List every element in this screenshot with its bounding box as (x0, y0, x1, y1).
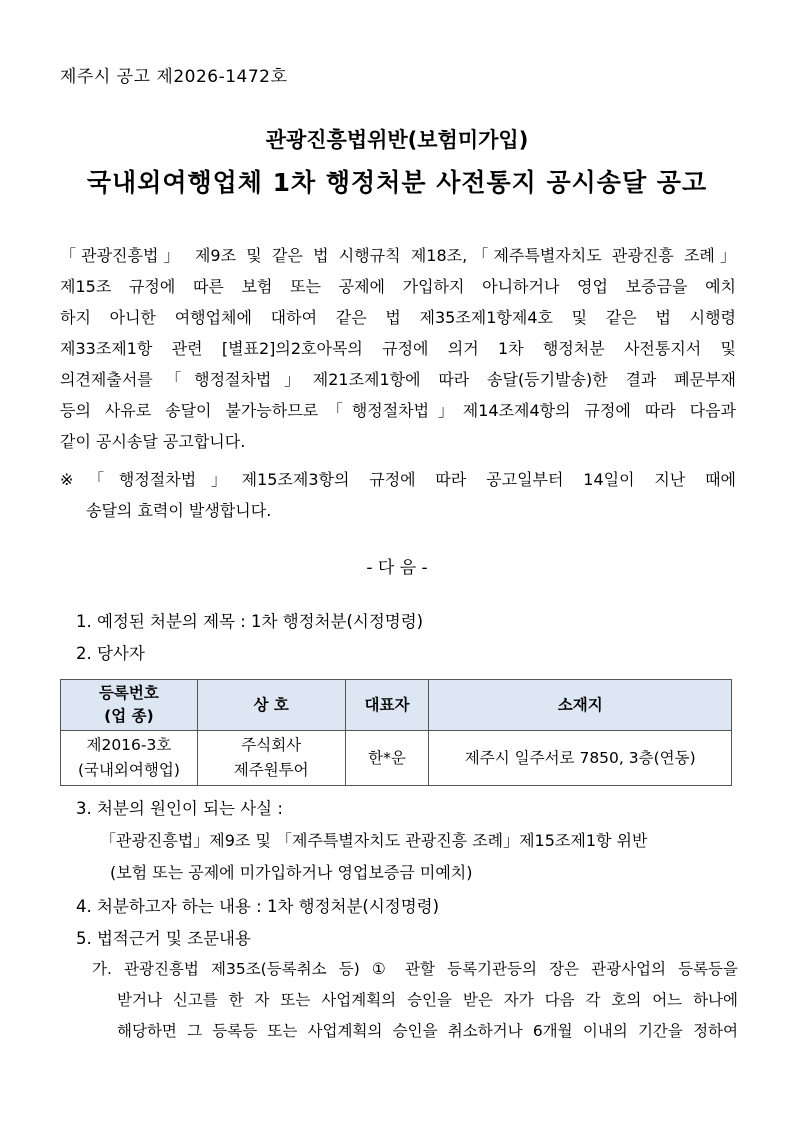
intro-line: 등의 사유로 송달이 불가능하므로「행정절차법」제14조제4항의 규정에 따라 다음과 (60, 401, 736, 420)
header-reg-line1: 등록번호 (98, 684, 159, 702)
intro-paragraph (60, 240, 736, 457)
intro-line: 같이 공시송달 공고합니다. (60, 432, 246, 451)
header-rep: 대표자 (345, 680, 429, 731)
cell-name-line2: 제주원투어 (233, 761, 309, 779)
item-5: 5. 법적근거 및 조문내용 (76, 929, 251, 948)
law-text (92, 954, 738, 1047)
header-address: 소재지 (429, 680, 732, 731)
header-reg-number (61, 680, 198, 731)
cell-address: 제주시 일주서로 7850, 3층(연동) (429, 731, 732, 786)
item-4: 4. 처분하고자 하는 내용 : 1차 행정처분(시정명령) (76, 897, 440, 916)
cell-name-line1: 주식회사 (241, 736, 302, 754)
header-name: 상 호 (197, 680, 345, 731)
law-line: 가. 관광진흥법 제35조(등록취소 등) ① 관할 등록기관등의 장은 관광사업의 등록등을 (92, 960, 738, 978)
note-line: 송달의 효력이 발생합니다. (86, 501, 272, 520)
item-1: 1. 예정된 처분의 제목 : 1차 행정처분(시정명령) (76, 612, 424, 631)
cell-reg-line2: (국내외여행업) (77, 761, 180, 779)
cell-reg-line1: 제2016-3호 (86, 736, 172, 754)
intro-line: 하지 아니한 여행업체에 대하여 같은 법 제35조제1항제4호 및 같은 법 시행령 (60, 308, 736, 327)
table-row (61, 731, 732, 786)
next-heading: - 다 음 - (366, 558, 428, 578)
table-header-row (61, 680, 732, 731)
law-line: 받거나 신고를 한 자 또는 사업계획의 승인을 받은 자가 다음 각 호의 어느 하나에 (117, 991, 738, 1009)
title-line-1: 관광진흥법위반(보험미가입) (265, 128, 529, 152)
law-line: 해당하면 그 등록등 또는 사업계획의 승인을 취소하거나 6개월 이내의 기간을 정하여 (117, 1022, 738, 1040)
notice-number: 제주시 공고 제2026-1472호 (60, 67, 288, 87)
note-block (60, 464, 736, 526)
intro-line: 「관광진흥법」 제9조 및 같은 법 시행규칙 제18조,「제주특별자치도 관광진흥 조례」 (60, 246, 736, 265)
cell-reg-number (61, 731, 198, 786)
item-2: 2. 당사자 (76, 644, 145, 663)
cell-name (197, 731, 345, 786)
note-line: ※「행정절차법」제15조제3항의 규정에 따라 공고일부터 14일이 지난 때에 (60, 470, 736, 489)
item-3-detail-2: (보험 또는 공제에 미가입하거나 영업보증금 미예치) (110, 863, 473, 882)
header-reg-line2: (업 종) (104, 707, 154, 725)
cell-rep: 한*운 (345, 731, 429, 786)
parties-table (60, 679, 732, 786)
intro-line: 제33조제1항 관련 [별표2]의2호아목의 규정에 의거 1차 행정처분 사전통지서 및 (60, 339, 736, 358)
intro-line: 의견제출서를「행정절차법」제21조제1항에 따라 송달(등기발송)한 결과 폐문부재 (60, 370, 736, 389)
item-3: 3. 처분의 원인이 되는 사실 : (76, 799, 283, 818)
intro-line: 제15조 규정에 따른 보험 또는 공제에 가입하지 아니하거나 영업 보증금을 예치 (60, 277, 736, 296)
item-3-detail-1: 「관광진흥법」제9조 및 「제주특별자치도 관광진흥 조례」제15조제1항 위반 (100, 831, 648, 850)
title-line-2: 국내외여행업체 1차 행정처분 사전통지 공시송달 공고 (86, 168, 708, 197)
